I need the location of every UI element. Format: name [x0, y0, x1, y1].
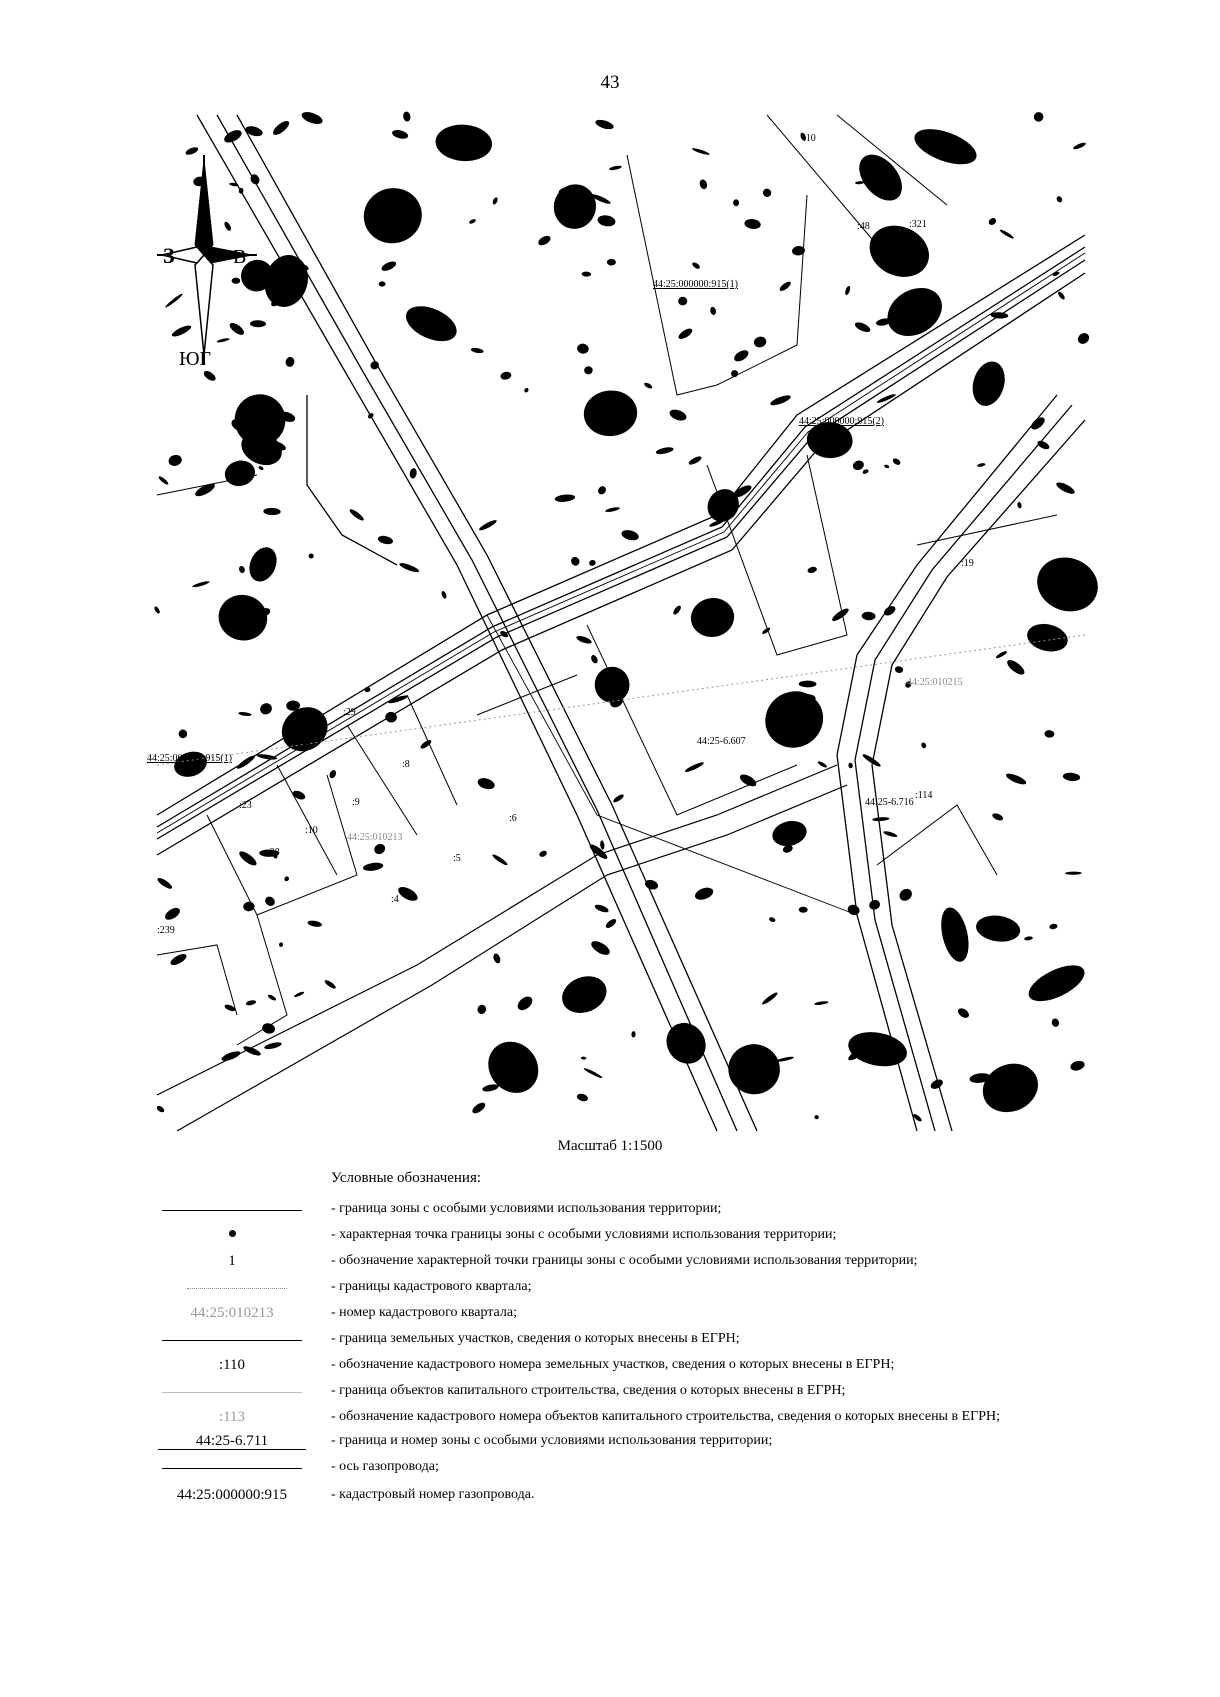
vegetation-blob — [271, 119, 291, 138]
vegetation-blob — [471, 1101, 487, 1116]
parcel-label: :321 — [909, 219, 927, 230]
quarter-number-center: 44:25:010213 — [347, 832, 403, 843]
vegetation-blob — [500, 371, 512, 381]
legend-text: - обозначение кадастрового номера земельных участков, сведения о которых внесены в ЕГРН; — [331, 1357, 895, 1372]
legend-text: - граница объектов капитального строительства, сведения о которых внесены в ЕГРН; — [331, 1383, 846, 1398]
vegetation-blob — [575, 634, 592, 645]
vegetation-blob — [605, 506, 620, 513]
vegetation-blob — [861, 611, 875, 620]
legend-row — [157, 1248, 1157, 1274]
vegetation-blob — [600, 840, 605, 850]
vegetation-blob — [328, 769, 337, 779]
vegetation-blob — [576, 343, 589, 355]
vegetation-blob — [267, 994, 277, 1002]
vegetation-blob — [698, 179, 708, 191]
parcel-label: :29 — [343, 707, 356, 718]
vegetation-blob — [468, 218, 476, 224]
vegetation-blob — [594, 903, 610, 914]
vegetation-blob — [163, 905, 182, 922]
vegetation-blob — [323, 979, 336, 990]
vegetation-blob — [691, 261, 701, 270]
vegetation-blob — [250, 320, 266, 327]
legend-text: - обозначение кадастрового номера объектов капитального строительства, сведения о которых внесены в ЕГРН; — [331, 1409, 1001, 1424]
parcel-label: :10 — [305, 825, 318, 836]
legend-text: - кадастровый номер газопровода. — [331, 1487, 535, 1502]
vegetation-blob — [1057, 291, 1066, 301]
map-scale: Масштаб 1:1500 — [557, 1138, 663, 1154]
vegetation-blob — [409, 468, 418, 479]
legend-row — [157, 1482, 1157, 1508]
vegetation-blob — [482, 1083, 500, 1093]
legend-text: - характерная точка границы зоны с особыми условиями использования территории; — [331, 1227, 837, 1242]
vegetation-blob — [476, 776, 496, 791]
vegetation-blob — [583, 1067, 603, 1079]
compass-west-label: З — [163, 243, 175, 268]
vegetation-blob — [852, 459, 866, 471]
legend-symbol: 44:25:000000:915 — [176, 1487, 287, 1503]
vegetation-blob — [1076, 331, 1092, 346]
legend-text: - границы кадастрового квартала; — [331, 1279, 532, 1294]
vegetation-blob — [380, 260, 397, 273]
vegetation-blob — [156, 876, 174, 890]
vegetation-blob — [1005, 657, 1027, 677]
vegetation-blob — [709, 306, 716, 315]
legend-row — [157, 1326, 1157, 1352]
legend-symbol: 44:25-6.711 — [158, 1433, 306, 1450]
vegetation-blob — [300, 110, 324, 127]
vegetation-blob — [999, 228, 1015, 239]
parcel-label: :8 — [402, 759, 410, 770]
vegetation-blob — [372, 842, 387, 856]
legend-row — [157, 1454, 1157, 1480]
legend-symbol: 1 — [228, 1253, 236, 1269]
vegetation-blob — [799, 680, 817, 687]
zone-number-label: 44:25-6.607 — [697, 736, 746, 747]
vegetation-blob — [264, 1041, 283, 1050]
legend-symbol: 44:25:010213 — [190, 1305, 274, 1321]
vegetation-blob — [185, 146, 200, 157]
vegetation-blob — [594, 118, 614, 131]
vegetation-blob — [597, 214, 616, 227]
vegetation-blob — [307, 920, 322, 928]
vegetation-blob — [1044, 730, 1055, 738]
vegetation-blob — [733, 199, 740, 206]
vegetation-blob — [854, 320, 872, 334]
vegetation-blob — [261, 1022, 276, 1035]
vegetation-blob — [245, 999, 256, 1006]
vegetation-blob — [848, 762, 853, 768]
vegetation-blob — [478, 1032, 549, 1104]
legend-symbol: :110 — [218, 1357, 246, 1373]
vegetation-blob — [192, 580, 210, 588]
legend-row — [157, 1378, 1157, 1404]
vegetation-blob — [213, 589, 272, 645]
vegetation-blob — [693, 885, 715, 902]
vegetation-layer — [153, 110, 1105, 1123]
vegetation-blob — [672, 604, 682, 615]
parcel-label: :10 — [803, 133, 816, 144]
vegetation-blob — [814, 1115, 819, 1120]
vegetation-blob — [778, 280, 792, 293]
vegetation-blob — [263, 508, 281, 516]
vegetation-blob — [377, 534, 394, 545]
vegetation-blob — [855, 181, 864, 185]
vegetation-blob — [987, 217, 997, 227]
vegetation-blob — [868, 899, 881, 911]
vegetation-blob — [846, 903, 861, 916]
vegetation-blob — [753, 335, 768, 348]
vegetation-blob — [232, 278, 241, 284]
vegetation-blob — [814, 1001, 829, 1006]
vegetation-blob — [738, 772, 758, 789]
vegetation-blob — [167, 453, 183, 467]
vegetation-blob — [284, 356, 295, 368]
vegetation-blob — [851, 147, 911, 209]
vegetation-blob — [223, 221, 232, 232]
vegetation-blob — [799, 907, 808, 913]
legend-text: - номер кадастрового квартала; — [331, 1305, 517, 1320]
legend-row — [157, 1404, 1157, 1430]
vegetation-blob — [1017, 502, 1023, 509]
vegetation-blob — [515, 994, 535, 1013]
vegetation-blob — [491, 853, 508, 867]
vegetation-blob — [379, 281, 386, 286]
gas-pipeline-label-left: 44:25:000000:915(1) — [147, 753, 232, 764]
vegetation-blob — [1005, 772, 1028, 787]
vegetation-blob — [156, 1105, 166, 1114]
parcel-label: :4 — [391, 894, 399, 905]
parcel-label: :48 — [857, 221, 870, 232]
gas-pipeline-label-top: 44:25:000000:915(1) — [653, 279, 738, 290]
zone-number-label-b: 44:25-6.716 — [865, 797, 914, 808]
vegetation-blob — [995, 650, 1008, 659]
vegetation-blob — [731, 483, 753, 500]
vegetation-blob — [968, 358, 1010, 410]
vegetation-blob — [238, 711, 252, 716]
parcel-label: :239 — [157, 925, 175, 936]
vegetation-blob — [974, 913, 1022, 945]
vegetation-blob — [492, 952, 502, 964]
vegetation-blob — [609, 165, 622, 171]
parcel-label: :114 — [915, 790, 933, 801]
vegetation-blob — [830, 607, 850, 624]
parcel-label: :5 — [453, 853, 461, 864]
vegetation-blob — [1030, 549, 1106, 620]
vegetation-blob — [401, 299, 462, 348]
vegetation-blob — [688, 595, 737, 641]
vegetation-blob — [550, 180, 601, 232]
vegetation-blob — [284, 876, 290, 883]
vegetation-blob — [1023, 958, 1089, 1009]
vegetation-blob — [202, 369, 217, 383]
vegetation-blob — [308, 553, 314, 559]
vegetation-blob — [402, 111, 411, 122]
vegetation-blob — [570, 555, 582, 567]
vegetation-blob — [897, 886, 914, 903]
vegetation-blob — [872, 817, 889, 822]
vegetation-blob — [732, 348, 750, 364]
vegetation-blob — [1056, 195, 1064, 203]
legend-text: - ось газопровода; — [331, 1459, 439, 1474]
vegetation-blob — [1024, 936, 1033, 941]
road-sw-ne — [157, 235, 1085, 855]
vegetation-blob — [607, 259, 616, 266]
vegetation-blob — [582, 271, 592, 276]
vegetation-blob — [936, 905, 973, 965]
legend-text: - обозначение характерной точки границы зоны с особыми условиями использования территории; — [331, 1253, 918, 1268]
vegetation-blob — [1072, 141, 1086, 150]
vegetation-blob — [589, 938, 612, 957]
vegetation-blob — [688, 455, 703, 466]
vegetation-blob — [158, 475, 170, 486]
legend-row — [157, 1428, 1157, 1454]
vegetation-blob — [557, 970, 613, 1020]
vegetation-blob — [1062, 772, 1080, 782]
vegetation-blob — [222, 457, 258, 489]
vegetation-blob — [171, 323, 193, 338]
boundary-point-icon — [229, 1230, 236, 1237]
vegetation-blob — [228, 321, 246, 337]
zone-boundary-line-icon — [162, 1210, 302, 1211]
vegetation-blob — [725, 1041, 783, 1098]
building-boundary-line-icon — [162, 1392, 302, 1393]
legend-row — [157, 1196, 1157, 1222]
parcel-label: :19 — [961, 558, 974, 569]
page-number: 43 — [600, 72, 620, 93]
legend-symbol: :113 — [218, 1409, 246, 1425]
vegetation-blob — [691, 147, 710, 156]
vegetation-blob — [441, 590, 448, 599]
vegetation-blob — [590, 654, 599, 664]
vegetation-blob — [537, 234, 552, 247]
vegetation-blob — [879, 278, 951, 345]
vegetation-blob — [582, 388, 639, 438]
vegetation-blob — [244, 124, 264, 138]
vegetation-blob — [1069, 1059, 1086, 1072]
vegetation-blob — [476, 1004, 487, 1016]
vegetation-blob — [362, 862, 383, 873]
vegetation-blob — [279, 942, 284, 947]
vegetation-blob — [244, 543, 281, 586]
vegetation-blob — [293, 991, 304, 998]
vegetation-blob — [668, 408, 688, 423]
vegetation-blob — [659, 1015, 714, 1071]
vegetation-blob — [862, 468, 869, 474]
vegetation-blob — [884, 464, 890, 469]
vegetation-blob — [604, 917, 617, 929]
vegetation-blob — [581, 1056, 587, 1060]
vegetation-blob — [975, 1055, 1045, 1120]
vegetation-blob — [776, 1056, 794, 1063]
vegetation-blob — [523, 387, 529, 393]
vegetation-blob — [1065, 871, 1082, 874]
vegetation-blob — [1032, 110, 1046, 124]
parcel-label: :6 — [509, 813, 517, 824]
vegetation-blob — [538, 850, 548, 858]
vegetation-blob — [769, 393, 792, 407]
legend-row — [157, 1352, 1157, 1378]
legend-title: Условные обозначения: — [331, 1170, 482, 1186]
parcel-label: :9 — [352, 797, 360, 808]
vegetation-blob — [761, 991, 779, 1006]
vegetation-blob — [258, 701, 274, 716]
vegetation-blob — [910, 122, 981, 171]
vegetation-blob — [755, 681, 834, 759]
vegetation-blob — [817, 760, 828, 768]
vegetation-blob — [238, 565, 246, 574]
vegetation-blob — [844, 285, 851, 295]
cadastral-map — [147, 115, 1085, 1131]
vegetation-blob — [398, 561, 420, 574]
quarter-number-right: 44:25:010215 — [907, 677, 963, 688]
vegetation-blob — [762, 187, 773, 198]
vegetation-blob — [894, 666, 904, 674]
vegetation-blob — [631, 1031, 636, 1038]
vegetation-blob — [597, 485, 608, 496]
vegetation-blob — [892, 457, 902, 466]
vegetation-blob — [956, 1006, 970, 1019]
vegetation-blob — [612, 793, 625, 804]
vegetation-blob — [169, 952, 188, 967]
parcel-label: :28 — [267, 847, 280, 858]
vegetation-blob — [358, 182, 428, 249]
vegetation-blob — [991, 812, 1004, 822]
vegetation-blob — [576, 1093, 589, 1103]
vegetation-blob — [807, 566, 818, 574]
vegetation-blob — [177, 728, 189, 740]
legend-text: - граница и номер зоны с особыми условиями использования территории; — [331, 1433, 773, 1448]
vegetation-blob — [232, 392, 288, 448]
vegetation-blob — [1051, 1018, 1060, 1028]
legend-text: - граница зоны с особыми условиями использования территории; — [331, 1201, 722, 1216]
vegetation-blob — [678, 297, 688, 306]
vegetation-blob — [584, 366, 593, 375]
vegetation-blob — [977, 462, 986, 467]
vegetation-blob — [620, 528, 640, 542]
parcel-label: :23 — [239, 800, 252, 811]
vegetation-blob — [419, 738, 432, 750]
vegetation-blob — [845, 1027, 910, 1071]
vegetation-blob — [396, 884, 420, 903]
compass-south-label: ЮГ — [179, 348, 212, 370]
vegetation-blob — [588, 559, 596, 567]
quarter-boundary-line-icon — [187, 1288, 287, 1289]
vegetation-blob — [554, 494, 575, 503]
vegetation-blob — [920, 742, 927, 749]
vegetation-blob — [643, 382, 653, 390]
vegetation-blob — [470, 347, 483, 354]
vegetation-blob — [768, 916, 776, 923]
vegetation-blob — [655, 446, 674, 455]
vegetation-blob — [216, 337, 230, 343]
vegetation-blob — [744, 218, 762, 230]
gas-pipeline-axis — [157, 253, 1085, 915]
compass-east-label: В — [233, 246, 247, 268]
parcel-boundary-line-icon — [162, 1340, 302, 1341]
vegetation-blob — [492, 197, 499, 206]
vegetation-blob — [770, 817, 810, 849]
pipeline-axis-line-icon — [162, 1468, 302, 1469]
gas-pipeline-label-mid: 44:25:000000:915(2) — [799, 416, 884, 427]
vegetation-blob — [478, 518, 498, 532]
vegetation-blob — [594, 666, 629, 703]
legend-row — [157, 1300, 1157, 1326]
legend-text: - граница земельных участков, сведения о которых внесены в ЕГРН; — [331, 1331, 740, 1346]
vegetation-blob — [1049, 923, 1058, 930]
vegetation-blob — [434, 123, 493, 163]
vegetation-blob — [876, 393, 896, 405]
legend-row — [157, 1274, 1157, 1300]
vegetation-blob — [684, 761, 705, 774]
vegetation-blob — [164, 293, 183, 309]
vegetation-blob — [220, 1049, 241, 1063]
legend-row — [157, 1222, 1157, 1248]
vegetation-blob — [883, 830, 898, 838]
vegetation-blob — [153, 606, 161, 615]
vegetation-blob — [1055, 480, 1076, 496]
vegetation-blob — [391, 129, 409, 141]
vegetation-blob — [263, 895, 276, 908]
vegetation-blob — [237, 849, 258, 868]
vegetation-blob — [258, 465, 264, 471]
vegetation-blob — [677, 327, 694, 341]
vegetation-blob — [348, 508, 365, 523]
